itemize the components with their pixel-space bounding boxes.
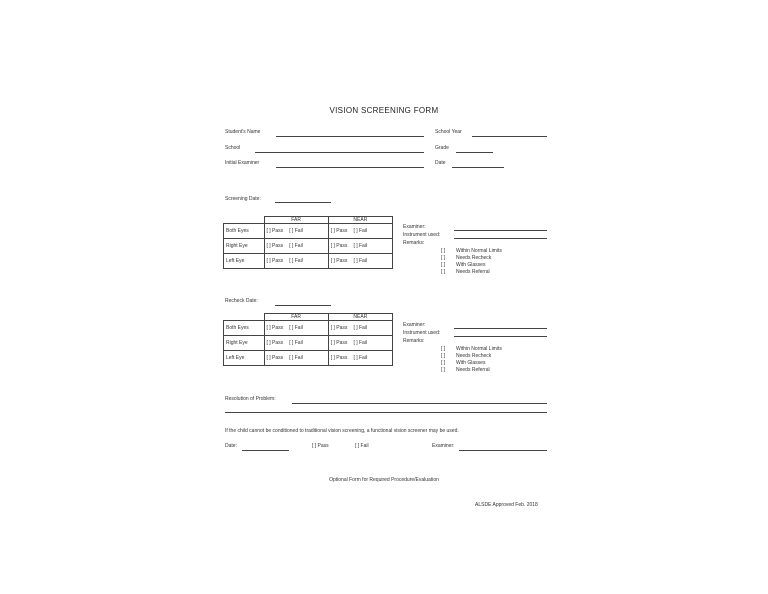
school-year-label: School Year <box>435 129 462 135</box>
bottom-pass-checkbox[interactable]: [ ] Pass <box>312 443 329 449</box>
remark-checkbox[interactable]: [ ] <box>441 269 446 275</box>
near-pass-checkbox[interactable]: [ ] Pass <box>330 340 348 346</box>
near-header: NEAR <box>328 314 392 321</box>
approval-note: ALSDE Approved Feb. 2018 <box>475 502 538 508</box>
grade-label: Grade <box>435 145 449 151</box>
near-fail-checkbox[interactable]: [ ] Fail <box>353 325 368 331</box>
far-pass-checkbox[interactable]: [ ] Pass <box>266 228 284 234</box>
date-label: Date <box>435 160 446 166</box>
remark-option: With Glasses <box>456 262 486 268</box>
near-pass-checkbox[interactable]: [ ] Pass <box>330 325 348 331</box>
date-field[interactable] <box>452 167 504 168</box>
near-fail-checkbox[interactable]: [ ] Fail <box>353 243 368 249</box>
bottom-date-field[interactable] <box>242 450 289 451</box>
remark-checkbox[interactable]: [ ] <box>441 262 446 268</box>
remark-checkbox[interactable]: [ ] <box>441 367 446 373</box>
row-label: Both Eyes <box>224 321 265 336</box>
recheck-date-label: Recheck Date: <box>225 298 258 304</box>
far-header: FAR <box>264 217 328 224</box>
resolution-label: Resolution of Problem: <box>225 396 276 402</box>
far-pass-checkbox[interactable]: [ ] Pass <box>266 340 284 346</box>
far-fail-checkbox[interactable]: [ ] Fail <box>289 258 303 264</box>
far-fail-checkbox[interactable]: [ ] Fail <box>289 228 303 234</box>
recheck-date-field[interactable] <box>275 305 331 306</box>
instrument-label: Instrument used: <box>403 232 441 238</box>
table-row <box>224 321 393 336</box>
school-field[interactable] <box>255 152 424 153</box>
near-pass-checkbox[interactable]: [ ] Pass <box>330 355 348 361</box>
remarks-label: Remarks: <box>403 338 425 344</box>
near-fail-checkbox[interactable]: [ ] Fail <box>353 258 368 264</box>
far-pass-checkbox[interactable]: [ ] Pass <box>266 355 284 361</box>
far-fail-checkbox[interactable]: [ ] Fail <box>289 340 303 346</box>
remark-checkbox[interactable]: [ ] <box>441 360 446 366</box>
far-pass-checkbox[interactable]: [ ] Pass <box>266 325 284 331</box>
remark-option: With Glasses <box>456 360 486 366</box>
instrument-label: Instrument used: <box>403 330 441 336</box>
remark-option: Within Normal Limits <box>456 346 502 352</box>
near-header: NEAR <box>328 217 392 224</box>
initial-examiner-field[interactable] <box>276 167 424 168</box>
far-fail-checkbox[interactable]: [ ] Fail <box>289 355 303 361</box>
row-label: Left Eye <box>224 351 265 366</box>
examiner-field[interactable] <box>454 328 547 329</box>
instrument-field[interactable] <box>454 336 547 337</box>
examiner-label: Examiner: <box>403 322 426 328</box>
remark-option: Needs Recheck <box>456 255 492 261</box>
table-row <box>224 351 393 366</box>
remark-checkbox[interactable]: [ ] <box>441 353 446 359</box>
remark-option: Within Normal Limits <box>456 248 502 254</box>
remark-checkbox[interactable]: [ ] <box>441 255 446 261</box>
examiner-field[interactable] <box>454 230 547 231</box>
student-name-label: Student's Name <box>225 129 261 135</box>
examiner-label: Examiner: <box>403 224 426 230</box>
form-title: VISION SCREENING FORM <box>329 106 439 115</box>
bottom-date-label: Date: <box>225 443 237 449</box>
remark-checkbox[interactable]: [ ] <box>441 248 446 254</box>
screening-date-label: Screening Date: <box>225 196 261 202</box>
resolution-field[interactable] <box>292 403 547 404</box>
near-pass-checkbox[interactable]: [ ] Pass <box>330 243 348 249</box>
row-label: Right Eye <box>224 336 265 351</box>
initial-examiner-label: Initial Examiner <box>225 160 260 166</box>
near-fail-checkbox[interactable]: [ ] Fail <box>353 340 368 346</box>
table-row <box>224 254 393 269</box>
near-fail-checkbox[interactable]: [ ] Fail <box>353 228 368 234</box>
screening-table <box>223 216 393 269</box>
bottom-fail-checkbox[interactable]: [ ] Fail <box>355 443 369 449</box>
table-row <box>224 239 393 254</box>
near-pass-checkbox[interactable]: [ ] Pass <box>330 258 348 264</box>
row-label: Left Eye <box>224 254 265 269</box>
row-label: Both Eyes <box>224 224 265 239</box>
remark-option: Needs Recheck <box>456 353 492 359</box>
student-name-field[interactable] <box>276 136 424 137</box>
recheck-table <box>223 313 393 366</box>
bottom-examiner-field[interactable] <box>459 450 547 451</box>
table-row <box>224 224 393 239</box>
row-label: Right Eye <box>224 239 265 254</box>
far-fail-checkbox[interactable]: [ ] Fail <box>289 325 303 331</box>
remark-option: Needs Referral <box>456 269 490 275</box>
instrument-note: If the child cannot be conditioned to traditional vision screening, a functional vision screener may be used. <box>225 428 459 434</box>
instrument-field[interactable] <box>454 238 547 239</box>
near-fail-checkbox[interactable]: [ ] Fail <box>353 355 368 361</box>
remark-option: Needs Referral <box>456 367 490 373</box>
resolution-field-line2[interactable] <box>225 412 547 413</box>
footer-note: Optional Form for Required Procedure/Evaluation <box>329 477 439 483</box>
school-label: School <box>225 145 241 151</box>
bottom-examiner-label: Examiner: <box>432 443 455 449</box>
far-pass-checkbox[interactable]: [ ] Pass <box>266 258 284 264</box>
screening-date-field[interactable] <box>275 202 331 203</box>
table-row <box>224 336 393 351</box>
school-year-field[interactable] <box>472 136 547 137</box>
remarks-label: Remarks: <box>403 240 425 246</box>
near-pass-checkbox[interactable]: [ ] Pass <box>330 228 348 234</box>
far-fail-checkbox[interactable]: [ ] Fail <box>289 243 303 249</box>
far-header: FAR <box>264 314 328 321</box>
remark-checkbox[interactable]: [ ] <box>441 346 446 352</box>
far-pass-checkbox[interactable]: [ ] Pass <box>266 243 284 249</box>
grade-field[interactable] <box>456 152 493 153</box>
